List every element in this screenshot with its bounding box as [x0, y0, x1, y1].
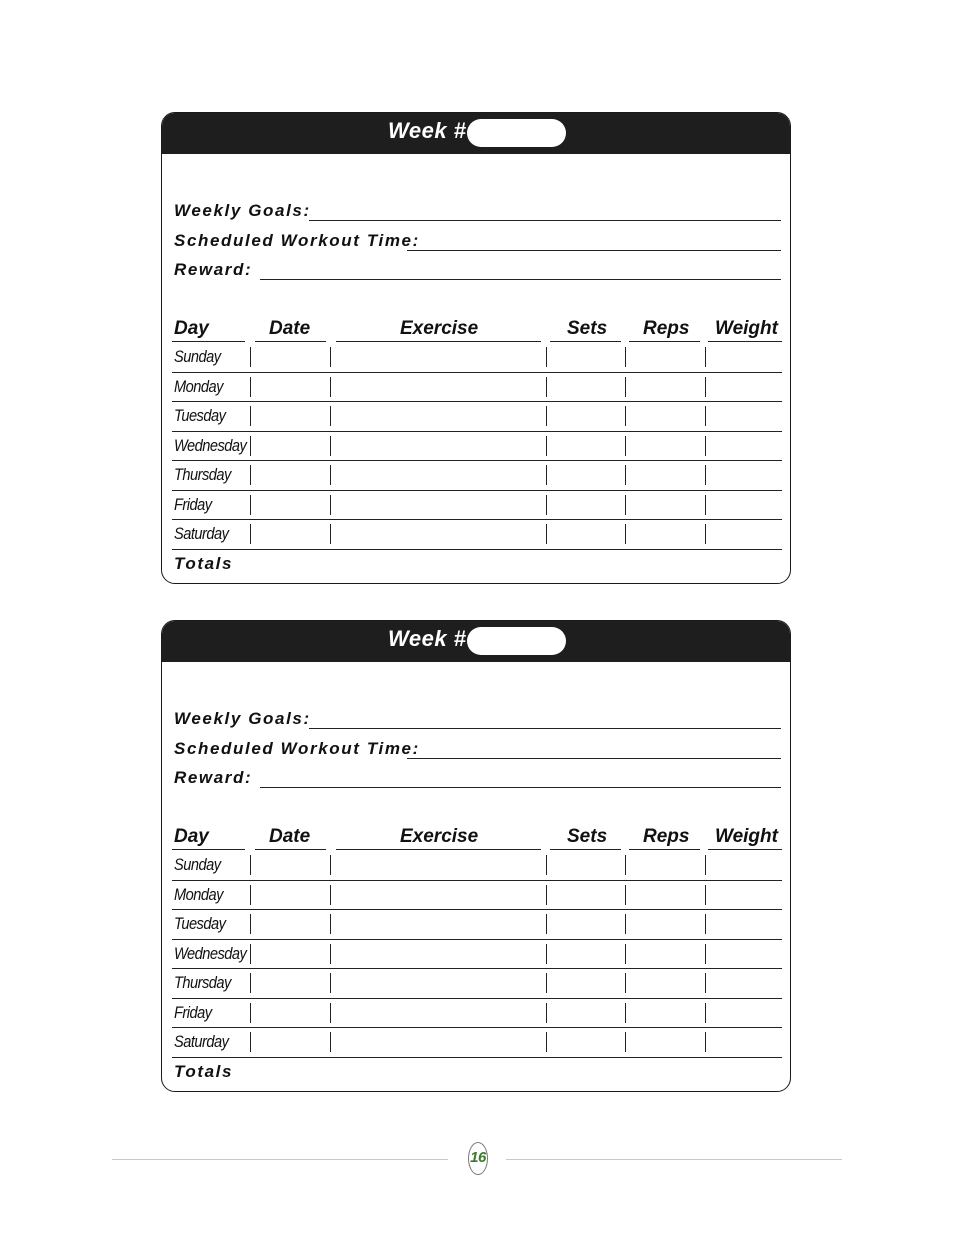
sets-cell[interactable] [546, 1003, 547, 1023]
weight-cell[interactable] [705, 347, 706, 367]
totals-label: Totals [174, 553, 234, 573]
weight-cell[interactable] [705, 377, 706, 397]
page-number-badge [468, 1142, 488, 1175]
week-card-1 [161, 112, 791, 584]
table-row-friday [172, 998, 782, 1029]
weekly-goals-row [174, 705, 781, 729]
date-cell[interactable] [250, 855, 251, 875]
day-label: Monday [174, 884, 223, 904]
reps-cell[interactable] [625, 377, 626, 397]
table-row-monday [172, 372, 782, 403]
day-label: Tuesday [174, 914, 226, 933]
week-header [162, 621, 790, 662]
weekly-goals-row [174, 197, 781, 221]
column-header-weight: Weight [708, 315, 782, 342]
date-cell[interactable] [250, 406, 251, 426]
page-number: 16 [470, 1149, 486, 1166]
reps-cell[interactable] [625, 495, 626, 515]
totals-row [172, 1057, 782, 1087]
reps-cell[interactable] [625, 1032, 626, 1052]
reps-cell[interactable] [625, 914, 626, 934]
day-label: Monday [174, 376, 223, 396]
table-row-monday [172, 880, 782, 911]
date-cell[interactable] [250, 1003, 251, 1023]
sets-cell[interactable] [546, 1032, 547, 1052]
week-number-field[interactable] [467, 627, 566, 655]
table-row-sunday [172, 850, 782, 881]
date-cell[interactable] [250, 944, 251, 964]
table-row-tuesday [172, 401, 782, 432]
weight-cell[interactable] [705, 406, 706, 426]
day-label: Thursday [174, 465, 231, 484]
exercise-cell[interactable] [330, 347, 331, 367]
table-row-wednesday [172, 431, 782, 462]
column-header-sets: Sets [550, 315, 621, 342]
reps-cell[interactable] [625, 436, 626, 456]
totals-row [172, 549, 782, 579]
table-row-wednesday [172, 939, 782, 970]
reps-cell[interactable] [625, 465, 626, 485]
day-label: Wednesday [174, 943, 247, 963]
table-row-tuesday [172, 909, 782, 940]
weight-cell[interactable] [705, 436, 706, 456]
column-header-exercise: Exercise [336, 315, 541, 342]
sets-cell[interactable] [546, 377, 547, 397]
exercise-cell[interactable] [330, 885, 331, 905]
exercise-cell[interactable] [330, 495, 331, 515]
reps-cell[interactable] [625, 944, 626, 964]
exercise-cell[interactable] [330, 1032, 331, 1052]
weekly-goals-field[interactable] [309, 220, 781, 221]
weekly-goals-field[interactable] [309, 728, 781, 729]
date-cell[interactable] [250, 377, 251, 397]
exercise-cell[interactable] [330, 436, 331, 456]
exercise-cell[interactable] [330, 524, 331, 544]
footer-divider-left [112, 1159, 448, 1160]
column-header-day: Day [172, 315, 245, 342]
reward-field[interactable] [260, 279, 781, 280]
scheduled-workout-time-field[interactable] [407, 250, 781, 251]
reps-cell[interactable] [625, 347, 626, 367]
day-label: Wednesday [174, 435, 247, 455]
exercise-cell[interactable] [330, 944, 331, 964]
weight-cell[interactable] [705, 465, 706, 485]
date-cell[interactable] [250, 914, 251, 934]
sets-cell[interactable] [546, 885, 547, 905]
weight-cell[interactable] [705, 855, 706, 875]
table-row-friday [172, 490, 782, 521]
column-header-sets: Sets [550, 823, 621, 850]
exercise-cell[interactable] [330, 1003, 331, 1023]
column-header-day: Day [172, 823, 245, 850]
reps-cell[interactable] [625, 855, 626, 875]
exercise-cell[interactable] [330, 377, 331, 397]
footer-divider-right [506, 1159, 842, 1160]
reps-cell[interactable] [625, 973, 626, 993]
day-label: Saturday [174, 1032, 229, 1051]
table-row-thursday [172, 460, 782, 491]
sets-cell[interactable] [546, 495, 547, 515]
date-cell[interactable] [250, 436, 251, 456]
week-number-field[interactable] [467, 119, 566, 147]
day-label: Thursday [174, 973, 231, 992]
reps-cell[interactable] [625, 885, 626, 905]
date-cell[interactable] [250, 1032, 251, 1052]
table-row-sunday [172, 342, 782, 373]
scheduled-workout-time-label: Scheduled Workout Time: [174, 739, 420, 758]
reps-cell[interactable] [625, 524, 626, 544]
weight-cell[interactable] [705, 885, 706, 905]
weight-cell[interactable] [705, 973, 706, 993]
table-row-saturday [172, 519, 782, 550]
day-label: Friday [174, 494, 212, 514]
date-cell[interactable] [250, 973, 251, 993]
scheduled-workout-time-row [174, 735, 781, 759]
sets-cell[interactable] [546, 436, 547, 456]
date-cell[interactable] [250, 465, 251, 485]
sets-cell[interactable] [546, 406, 547, 426]
reward-label: Reward: [174, 768, 253, 787]
day-label: Tuesday [174, 406, 226, 425]
exercise-cell[interactable] [330, 973, 331, 993]
totals-label: Totals [174, 1061, 234, 1081]
sets-cell[interactable] [546, 914, 547, 934]
date-cell[interactable] [250, 347, 251, 367]
sets-cell[interactable] [546, 465, 547, 485]
column-header-exercise: Exercise [336, 823, 541, 850]
reward-row [174, 256, 781, 280]
weight-cell[interactable] [705, 1032, 706, 1052]
exercise-cell[interactable] [330, 406, 331, 426]
day-label: Saturday [174, 524, 229, 543]
sets-cell[interactable] [546, 944, 547, 964]
exercise-cell[interactable] [330, 914, 331, 934]
weight-cell[interactable] [705, 495, 706, 515]
weight-cell[interactable] [705, 1003, 706, 1023]
scheduled-workout-time-row [174, 227, 781, 251]
week-label: Week # [388, 118, 467, 143]
day-label: Friday [174, 1002, 212, 1022]
weight-cell[interactable] [705, 944, 706, 964]
exercise-cell[interactable] [330, 465, 331, 485]
day-label: Sunday [174, 855, 221, 874]
exercise-cell[interactable] [330, 855, 331, 875]
weight-cell[interactable] [705, 914, 706, 934]
column-header-date: Date [255, 823, 326, 850]
reward-row [174, 764, 781, 788]
column-header-reps: Reps [629, 823, 700, 850]
weekly-goals-label: Weekly Goals: [174, 201, 311, 220]
column-header-reps: Reps [629, 315, 700, 342]
table-row-saturday [172, 1027, 782, 1058]
date-cell[interactable] [250, 885, 251, 905]
sets-cell[interactable] [546, 524, 547, 544]
reps-cell[interactable] [625, 406, 626, 426]
date-cell[interactable] [250, 495, 251, 515]
sets-cell[interactable] [546, 855, 547, 875]
sets-cell[interactable] [546, 973, 547, 993]
week-header [162, 113, 790, 154]
table-row-thursday [172, 968, 782, 999]
weekly-goals-label: Weekly Goals: [174, 709, 311, 728]
sets-cell[interactable] [546, 347, 547, 367]
reward-field[interactable] [260, 787, 781, 788]
week-label: Week # [388, 626, 467, 651]
scheduled-workout-time-label: Scheduled Workout Time: [174, 231, 420, 250]
week-card-2 [161, 620, 791, 1092]
reps-cell[interactable] [625, 1003, 626, 1023]
day-label: Sunday [174, 347, 221, 366]
column-header-date: Date [255, 315, 326, 342]
weight-cell[interactable] [705, 524, 706, 544]
column-header-weight: Weight [708, 823, 782, 850]
scheduled-workout-time-field[interactable] [407, 758, 781, 759]
date-cell[interactable] [250, 524, 251, 544]
reward-label: Reward: [174, 260, 253, 279]
